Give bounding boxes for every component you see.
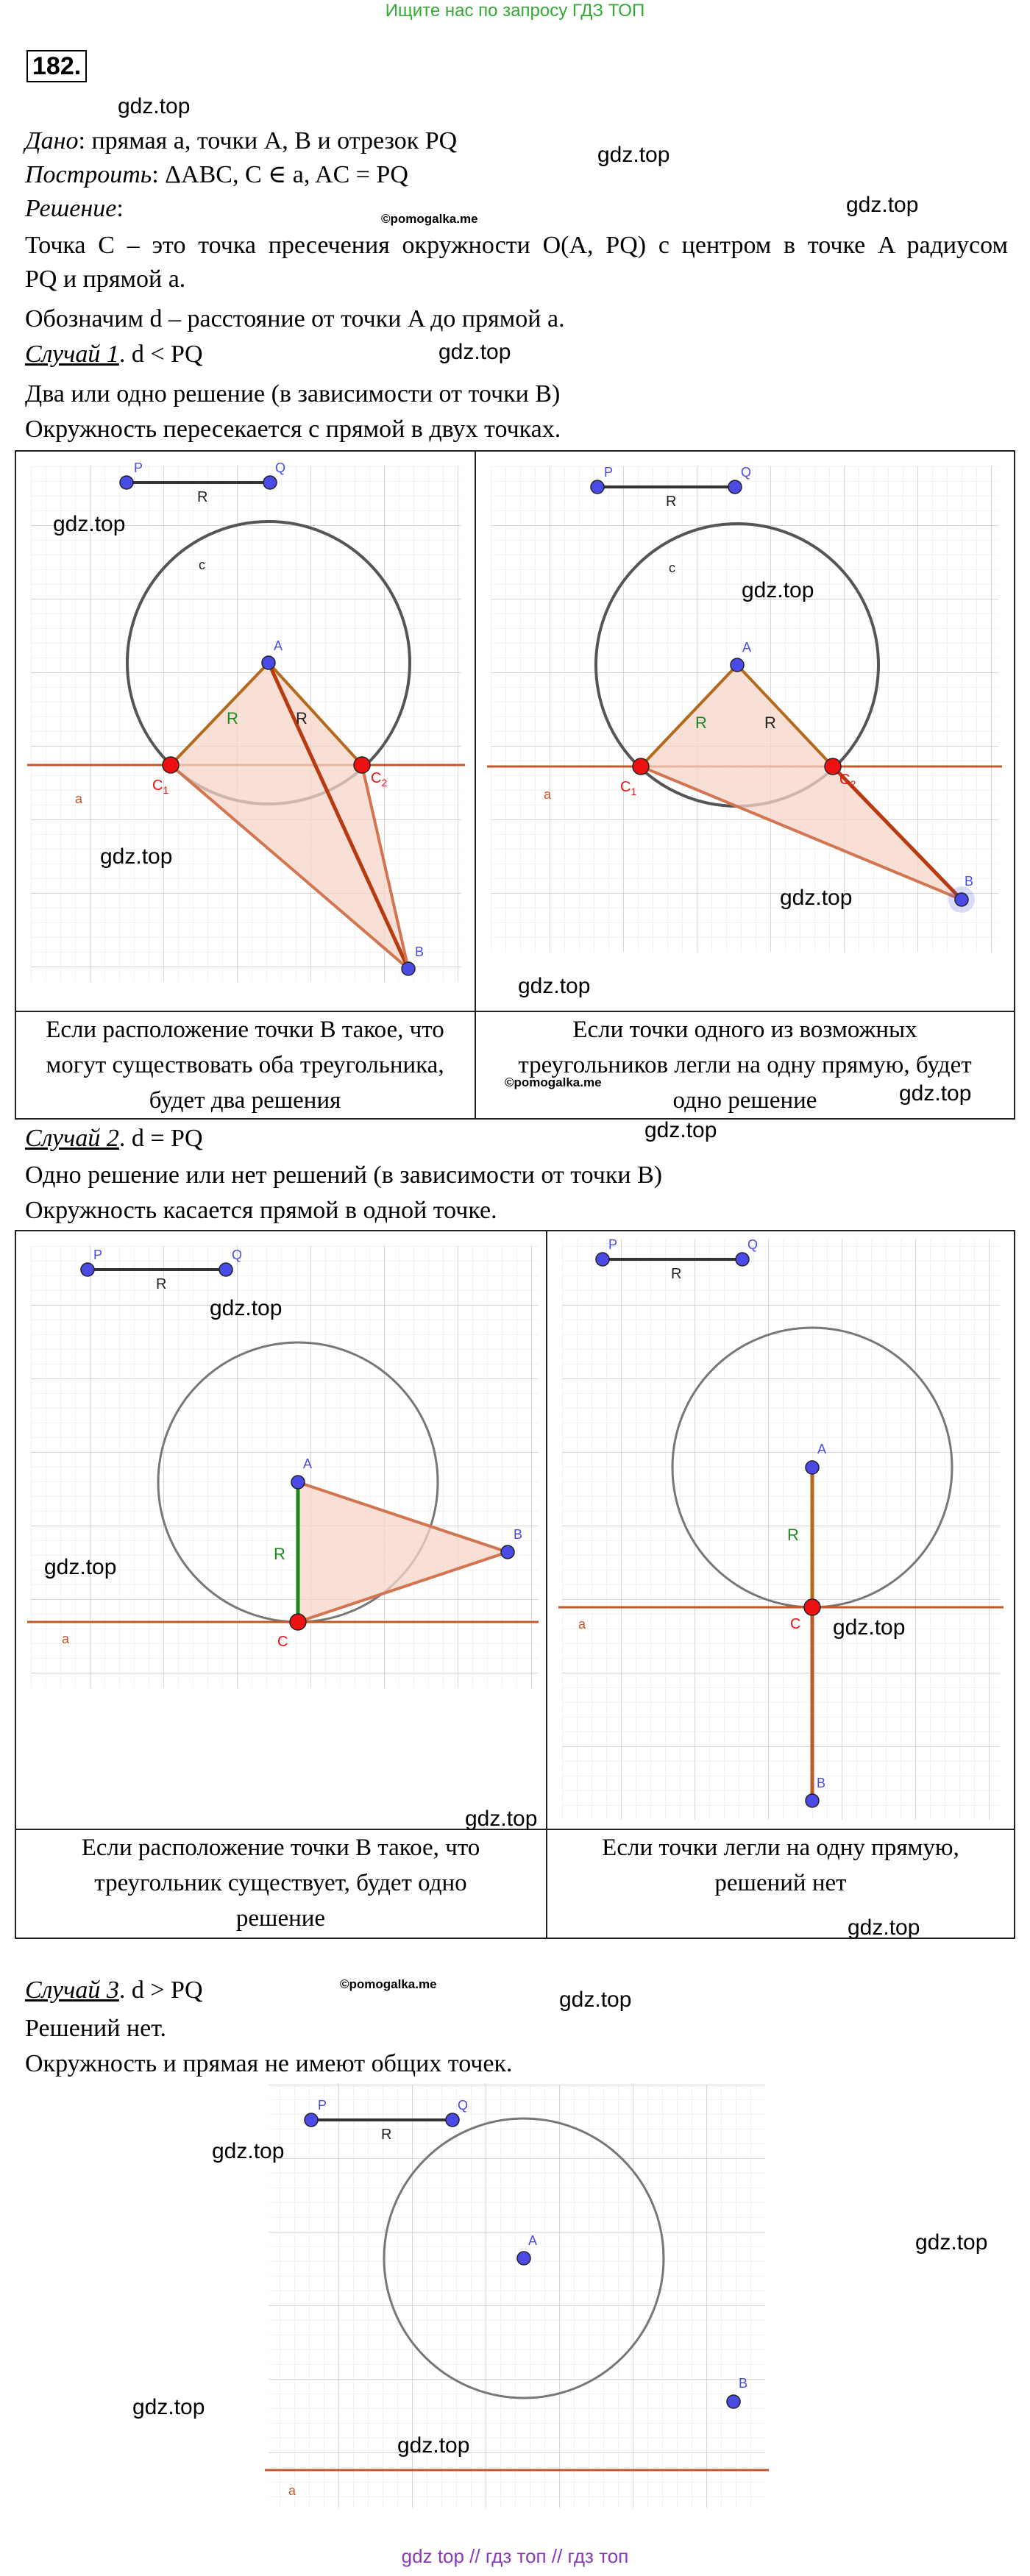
label-R: R [671,1266,682,1282]
label-A: A [528,2233,538,2248]
label-a: a [288,2483,296,2498]
watermark: gdz.top [210,1296,283,1320]
point-A [806,1461,819,1474]
watermark: gdz.top [846,193,919,217]
case2-line2: Окружность касается прямой в одной точке. [25,1197,497,1224]
label-Q: Q [747,1237,759,1252]
case2-caption-right [547,1830,1014,1901]
label-Q: Q [741,465,752,480]
case1-line1: Два или одно решение (в зависимости от точки B) [25,380,561,408]
top-note: Ищите нас по запросу ГДЗ ТОП [385,1,645,21]
point-C [804,1599,820,1615]
watermark: gdz.top [118,94,191,118]
caption-line: Если расположение точки B такое, что [46,1017,444,1043]
watermark: gdz.top [899,1081,972,1106]
label-B: B [817,1776,826,1790]
case3-title: Случай 3 [25,1977,119,2004]
point-C1 [163,757,179,773]
label-R: R [666,494,677,510]
point-C2 [825,758,841,775]
watermark: gdz.top [597,143,670,167]
caption-line: треугольник существует, будет одно [94,1870,467,1896]
point-B [727,2395,740,2408]
label-c: c [199,558,205,572]
label-a: a [62,1632,70,1646]
label-A: A [742,640,752,655]
point-P [305,2113,318,2127]
watermark: gdz.top [397,2433,470,2458]
label-C: C [790,1616,801,1632]
watermark: gdz.top [465,1807,538,1831]
case2-heading [25,1122,203,1155]
watermark: gdz.top [833,1615,906,1640]
case1-line2: Окружность пересекается с прямой в двух точках. [25,416,561,443]
point-A [291,1476,305,1489]
point-A [731,658,744,672]
label-A: A [303,1456,313,1471]
caption-line: решений нет [714,1870,847,1896]
point-P [591,480,604,494]
point-P [81,1263,94,1276]
watermark: gdz.top [44,1555,117,1579]
point-B [955,893,968,906]
case1-figure-right [476,452,1014,1009]
label-A: A [274,638,283,653]
watermark: gdz.top [518,974,591,998]
given-line [25,125,457,157]
case2-caption-left [16,1830,545,1936]
caption-line: Если точки легли на одну прямую, [602,1835,959,1861]
solution-label: Решение [25,195,117,222]
case3-line1: Решений нет. [25,2015,166,2042]
point-B [806,1794,819,1807]
given-text: : прямая a, точки A, B и отрезок PQ [78,127,458,154]
case1-caption-left [16,1012,474,1118]
label-A: A [817,1442,827,1456]
label-B: B [514,1527,523,1542]
label-C1: $C_1$ [152,778,169,796]
point-P [596,1253,609,1266]
label-C: C [277,1634,288,1650]
construct-line [25,159,408,191]
caption-line: Если точки одного из возможных [572,1017,917,1043]
point-A [517,2252,530,2265]
label-R: R [381,2127,392,2143]
task-number: 182. [26,50,87,82]
case1-title: Случай 1 [25,341,119,368]
construct-text: : ΔABC, C ∈ a, AC = PQ [152,161,408,188]
watermark: gdz.top [559,1988,632,2012]
point-C [290,1614,306,1630]
label-Q: Q [275,460,286,475]
label-c: c [669,561,675,575]
case1-cond: . d < PQ [118,341,203,368]
label-P: P [608,1237,618,1252]
point-B [402,962,415,975]
point-Q [728,480,742,494]
point-B [501,1545,514,1559]
para1-line2: PQ и прямой a. [25,266,186,293]
point-C2 [354,757,370,773]
watermark-pomogalka: ©pomogalka.me [381,212,478,226]
case3-line2: Окружность и прямая не имеют общих точек. [25,2050,513,2077]
label-R-green: R [274,1545,285,1563]
case2-cond: . d = PQ [118,1125,203,1152]
label-Q: Q [458,2098,469,2113]
point-Q [736,1253,749,1266]
label-B: B [415,944,425,959]
label-R-green: R [695,714,707,732]
solution-line: Решение: [25,195,124,222]
watermark: gdz.top [644,1118,717,1142]
caption-line: могут существовать оба треугольника, [46,1052,444,1078]
label-B: B [965,874,974,889]
point-Q [219,1263,232,1276]
watermark-pomogalka: ©pomogalka.me [340,1977,437,1991]
caption-line: Если расположение точки B такое, что [81,1835,480,1861]
point-C1 [633,758,649,775]
label-P: P [134,460,143,475]
label-R-green: R [227,709,238,727]
point-A [262,656,275,669]
watermark: gdz.top [915,2230,988,2255]
label-R: R [197,489,208,505]
case2-figure-right [547,1231,1014,1827]
case1-heading [25,338,203,371]
watermark: gdz.top [212,2139,285,2163]
watermark: gdz.top [132,2395,205,2419]
given-label: Дано [25,127,79,154]
caption-line: треугольников легли на одну прямую, будет [518,1052,972,1078]
point-P [120,476,133,489]
construct-label: Построить [25,161,152,188]
watermark: gdz.top [438,340,511,364]
caption-line: одно решение [672,1087,817,1114]
footer[interactable]: gdz top // гдз топ // гдз топ [401,2545,629,2567]
watermark: gdz.top [53,512,126,536]
caption-line: решение [235,1905,326,1932]
label-B: B [739,2376,748,2391]
watermark-pomogalka: ©pomogalka.me [505,1075,602,1089]
watermark: gdz.top [742,578,814,602]
label-C2: $C_2$ [371,770,388,789]
watermark: gdz.top [848,1915,920,1940]
label-a: a [544,787,552,802]
label-P: P [318,2098,327,2113]
case3-figure [265,2085,769,2511]
watermark: gdz.top [780,886,853,910]
label-a: a [75,791,83,806]
point-Q [263,476,277,489]
case2-title: Случай 2 [25,1125,119,1152]
para2: Обозначим d – расстояние от точки A до прямой a. [25,305,565,332]
label-P: P [93,1248,103,1262]
label-C2: $C_2$ [839,772,856,790]
label-R-dark: R [764,714,776,732]
para1-line1: Точка C – это точка пресечения окружности O(A, PQ) с центром в точке A радиусом [25,232,1008,259]
case2-line1: Одно решение или нет решений (в зависимости от точки B) [25,1161,663,1189]
label-Q: Q [232,1248,243,1262]
case3-cond: . d > PQ [118,1977,203,2004]
label-R-dark: R [296,709,308,727]
watermark: gdz.top [100,844,173,869]
label-R: R [156,1276,167,1292]
label-R-green: R [787,1526,799,1544]
caption-line: будет два решения [149,1087,341,1114]
label-P: P [604,465,614,480]
point-Q [446,2113,459,2127]
label-a: a [578,1617,586,1632]
label-C1: $C_1$ [620,779,637,797]
case3-heading [25,1974,203,2007]
